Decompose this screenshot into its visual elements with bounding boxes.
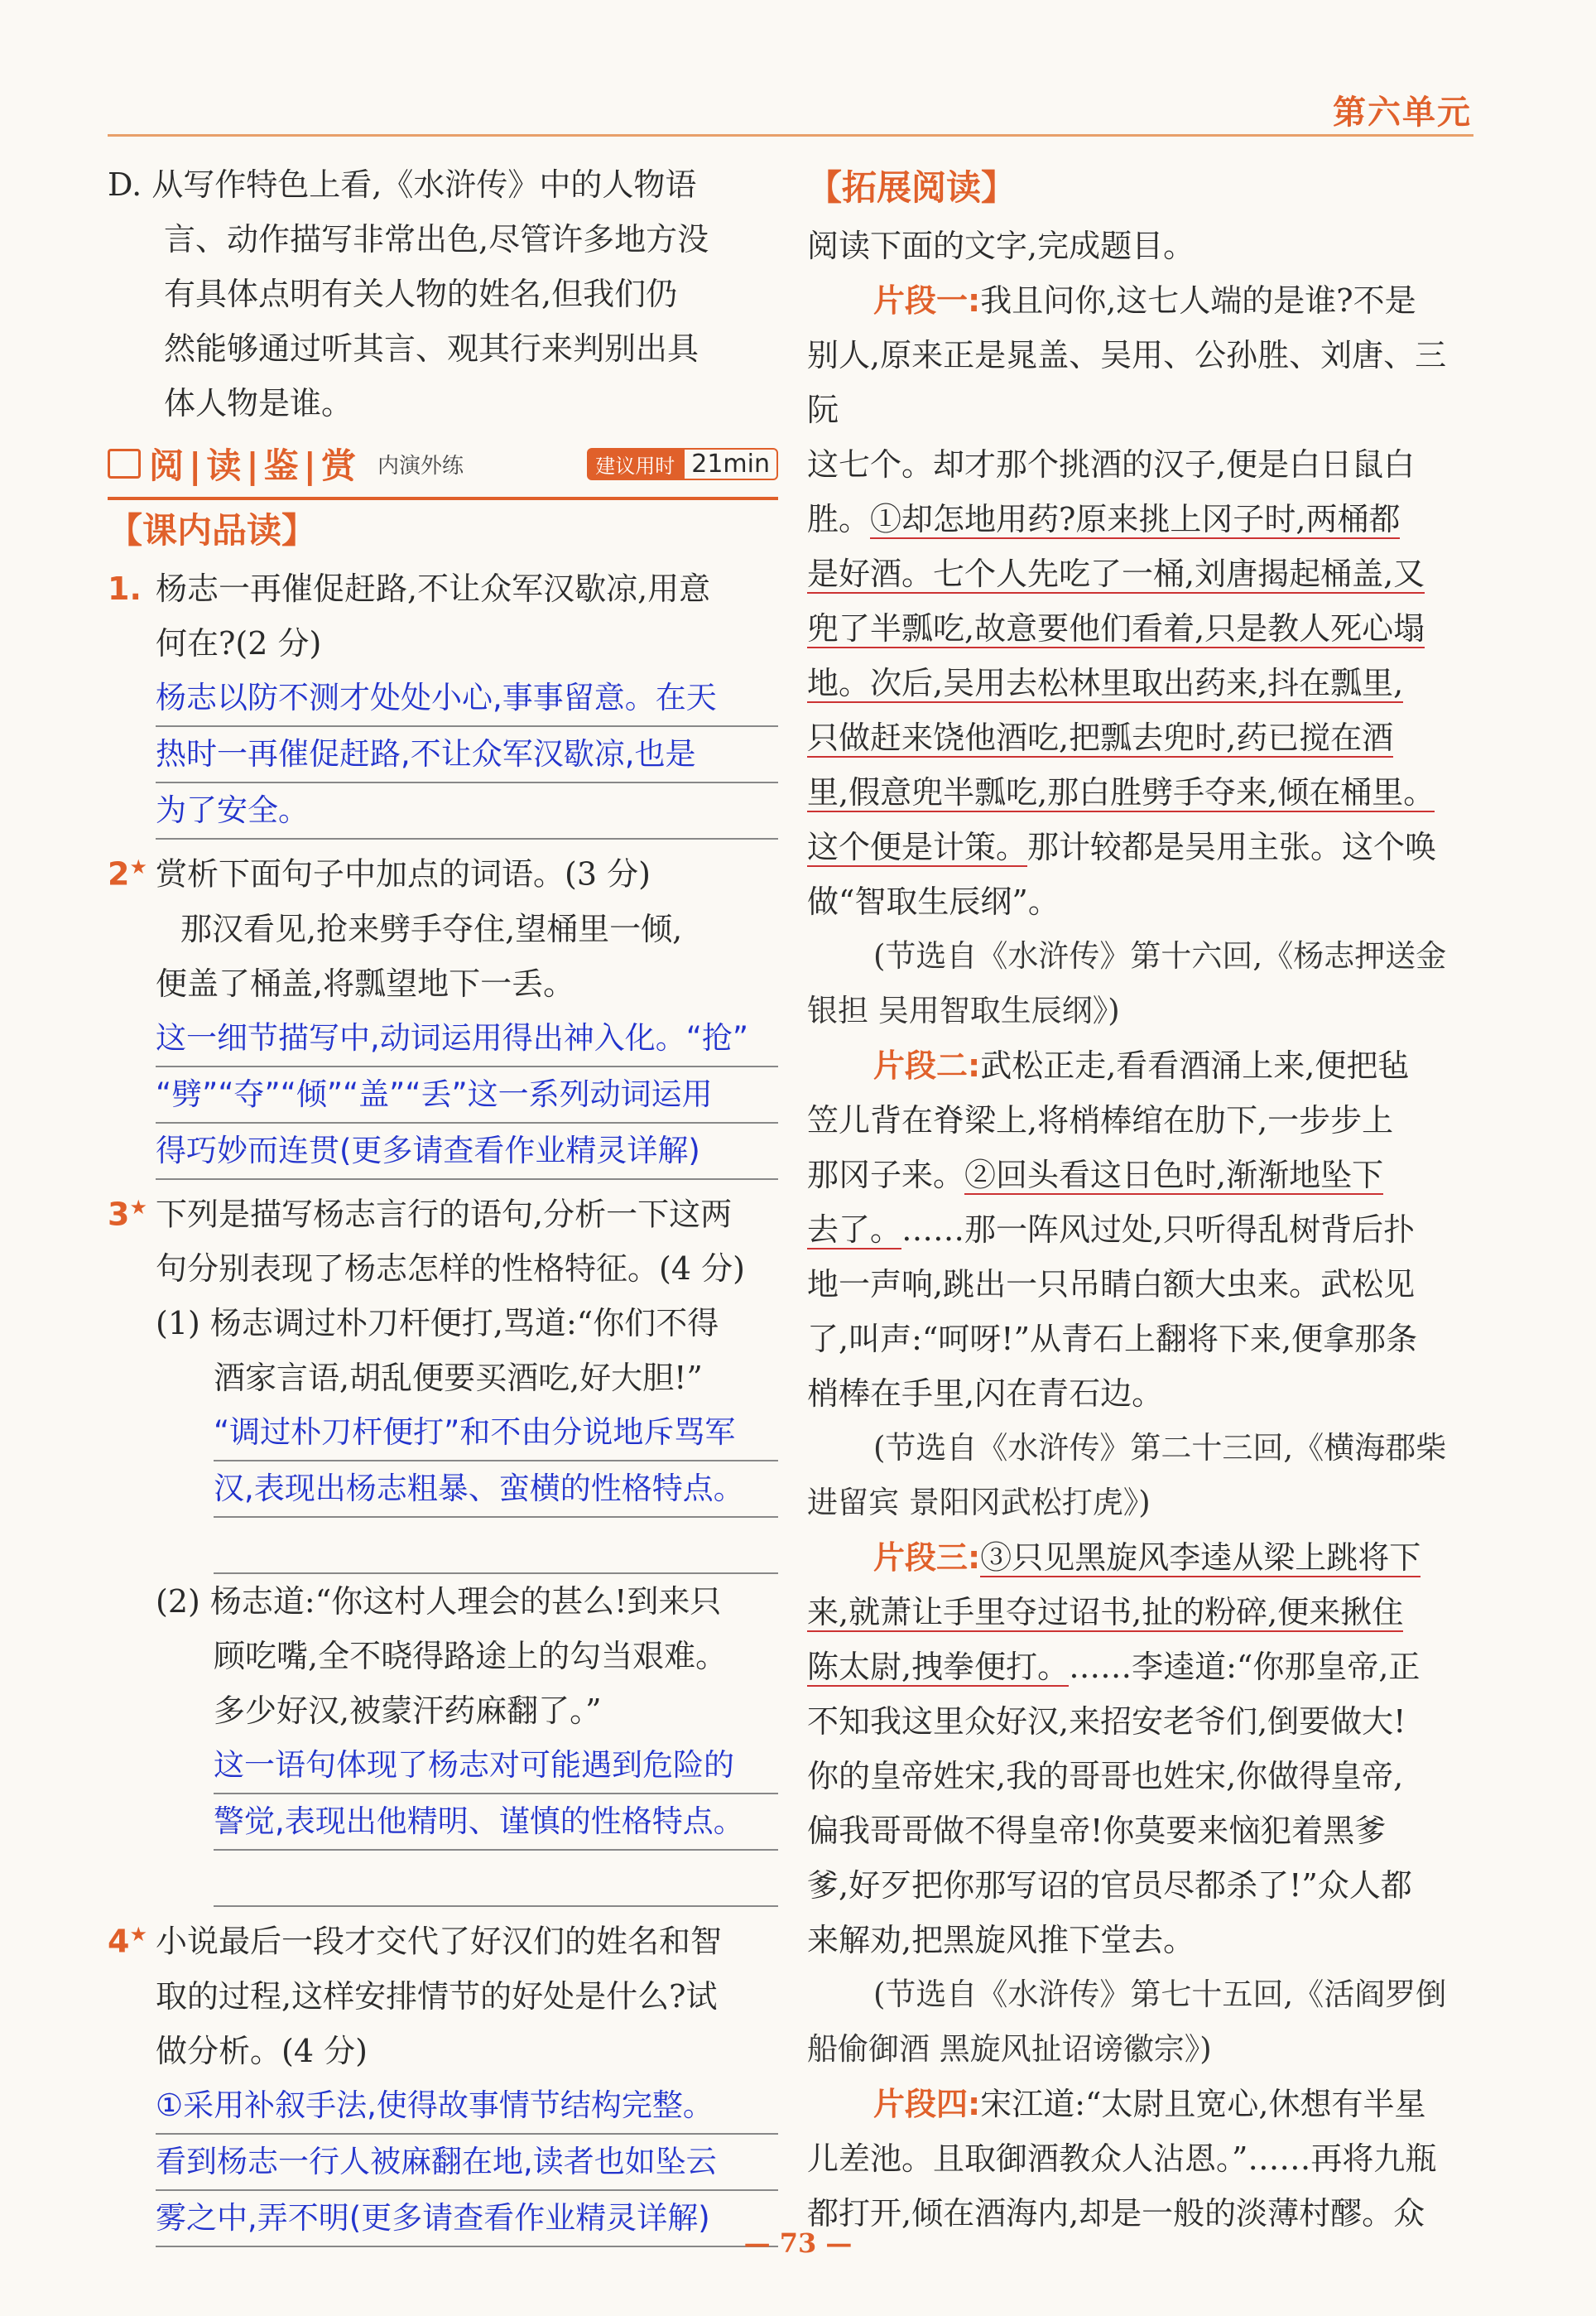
fragment-text: 别人,原来正是晁盖、吴用、公孙胜、刘唐、三阮	[807, 337, 1447, 428]
fragment-text: 地一声响,跳出一只吊睛白额大虫来。武松见	[807, 1266, 1416, 1302]
page-number: — 73 —	[743, 2227, 853, 2259]
fragment-text: 宋江道:“太尉且宽心,休想有半星	[980, 2086, 1426, 2122]
answer	[108, 671, 778, 840]
answer-blank-line	[214, 1851, 778, 1907]
fragment-label: 片段四:	[873, 2086, 981, 2122]
question-text: 何在?(2 分)	[156, 625, 322, 662]
sub-question-2: 多少好汉,被蒙汗药麻翻了。”	[214, 1692, 602, 1730]
question-number: 4	[108, 1923, 130, 1960]
answer-line: 热时一再催促赶路,不让众军汉歇凉,也是	[156, 727, 778, 783]
option-d	[108, 157, 778, 431]
intro: 阅读下面的文字,完成题目。	[807, 228, 1195, 264]
star-icon: ★	[129, 855, 147, 879]
option-d-line: D. 从写作特色上看,《水浒传》中的人物语	[108, 166, 697, 203]
question-text: 下列是描写杨志言行的语句,分析一下这两	[156, 1196, 733, 1233]
header-rule	[108, 134, 1473, 137]
option-d-line: 体人物是谁。	[164, 385, 353, 421]
answer-line: 这一语句体现了杨志对可能遇到危险的	[214, 1738, 778, 1794]
fragment-text: 来解劝,把黑旋风推下堂去。	[807, 1922, 1195, 1958]
answer-line: 汉,表现出杨志粗暴、蛮横的性格特点。	[214, 1461, 778, 1518]
star-icon: ★	[129, 1195, 147, 1219]
fragment-text: 儿差池。且取御酒教众人沾恩。”……再将九瓶	[807, 2140, 1437, 2177]
question-number: 1.	[108, 571, 142, 607]
answer-blank-line	[214, 1518, 778, 1574]
fragment-label: 片段二:	[873, 1047, 981, 1084]
answer	[108, 1011, 778, 1180]
answer	[108, 2078, 778, 2247]
sub-question-1: 酒家言语,胡乱便要买酒吃,好大胆!”	[214, 1360, 703, 1397]
option-d-line: 有具体点明有关人物的姓名,但我们仍	[164, 276, 678, 312]
underlined-sentence-1: 只做赶来饶他酒吃,把瓢去兜时,药已搅在酒	[807, 720, 1394, 756]
fragment-text: 我且问你,这七人端的是谁?不是	[980, 282, 1416, 319]
question-text: 句分别表现了杨志怎样的性格特征。(4 分)	[156, 1250, 745, 1288]
answer-line: 得巧妙而连贯(更多请查看作业精灵详解)	[156, 1124, 778, 1180]
sub-question-2: 顾吃嘴,全不晓得路途上的勾当艰难。	[214, 1638, 728, 1675]
fragment-text: ……那一阵风过处,只听得乱树背后扑	[901, 1211, 1416, 1248]
underlined-sentence-3: 来,就萧让手里夺过诏书,扯的粉碎,便来揪住	[807, 1594, 1404, 1630]
time-label: 建议用时	[587, 448, 683, 480]
answer-line: 为了安全。	[156, 783, 778, 840]
question-text: 做分析。(4 分)	[156, 2032, 368, 2069]
fragment-4	[807, 2077, 1478, 2241]
answer-line: 这一细节描写中,动词运用得出神入化。“抢”	[156, 1011, 778, 1067]
answer-line: 杨志以防不测才处处小心,事事留意。在天	[156, 671, 778, 727]
fragment-text: 笠儿背在脊梁上,将梢棒绾在肋下,一步步上	[807, 1102, 1394, 1139]
underlined-sentence-2: 去了。	[807, 1211, 902, 1248]
answer-line: 雾之中,弄不明(更多请查看作业精灵详解)	[156, 2191, 778, 2247]
answer-1	[108, 1405, 778, 1518]
fragment-text: 这七个。却才那个挑酒的汉子,便是白日鼠白	[807, 446, 1416, 483]
star-icon: ★	[129, 1923, 147, 1947]
option-d-line: 然能够通过听其言、观其行来判别出具	[164, 330, 699, 367]
fragment-label: 片段一:	[873, 282, 981, 319]
fragment-1	[807, 273, 1478, 1038]
fragment-label: 片段三:	[873, 1539, 981, 1576]
fragment-text: 偏我哥哥做不得皇帝!你莫要来恼犯着黑爹	[807, 1813, 1387, 1849]
quote-line: 那汉看见,抢来劈手夺住,望桶里一倾,	[180, 910, 683, 947]
suggested-time	[587, 448, 778, 480]
question-number: 3	[108, 1196, 130, 1233]
underlined-sentence-1: 兜了半瓢吃,故意要他们看着,只是教人死心塌	[807, 610, 1425, 647]
question-text: 取的过程,这样安排情节的好处是什么?试	[156, 1977, 718, 2015]
fragment-2	[807, 1038, 1478, 1530]
source-note: 进留宾 景阳冈武松打虎》)	[807, 1485, 1151, 1520]
question-2	[108, 840, 778, 1180]
sub-question-2: (2) 杨志道:“你这村人理会的甚么!到来只	[156, 1583, 722, 1620]
fragment-text: 胜。	[807, 501, 871, 537]
answer-line: ①采用补叙手法,使得故事情节结构完整。	[156, 2078, 778, 2135]
fragment-3	[807, 1530, 1478, 2077]
fragment-text: 你的皇帝姓宋,我的哥哥也姓宋,你做得皇帝,	[807, 1758, 1404, 1794]
right-column	[807, 157, 1478, 2241]
fragment-text: 武松正走,看看酒涌上来,便把毡	[980, 1047, 1410, 1084]
answer-line: “调过朴刀杆便打”和不由分说地斥骂军	[214, 1405, 778, 1461]
underlined-sentence-1: 是好酒。七个人先吃了一桶,刘唐揭起桶盖,又	[807, 556, 1425, 592]
question-3	[108, 1180, 778, 1908]
answer-2	[108, 1738, 778, 1851]
fragment-text: 做“智取生辰纲”。	[807, 884, 1060, 920]
question-4	[108, 1907, 778, 2247]
question-text: 赏析下面句子中加点的词语。(3 分)	[156, 855, 651, 893]
tag-extended: 【拓展阅读】	[807, 167, 1017, 208]
left-column	[108, 157, 778, 2247]
fragment-text: 梢棒在手里,闪在青石边。	[807, 1375, 1164, 1412]
sub-question-1: (1) 杨志调过朴刀杆便打,骂道:“你们不得	[156, 1305, 719, 1342]
section-title: 阅|读|鉴|赏	[149, 445, 362, 486]
option-d-line: 言、动作描写非常出色,尽管许多地方没	[164, 221, 709, 258]
underlined-sentence-2: ②回头看这日色时,渐渐地坠下	[964, 1157, 1384, 1193]
source-note: (节选自《水浒传》第七十五回,《活阎罗倒	[873, 1977, 1447, 2012]
underlined-sentence-1: 这个便是计策。	[807, 829, 1028, 865]
source-note: 船偷御酒 黑旋风扯诏谤徽宗》)	[807, 2031, 1212, 2067]
fragment-text: ……李逵道:“你那皇帝,正	[1069, 1649, 1421, 1685]
time-value: 21min	[683, 448, 778, 480]
underlined-sentence-1: 里,假意兜半瓢吃,那白胜劈手夺来,倾在桶里。	[807, 774, 1435, 811]
source-note: (节选自《水浒传》第十六回,《杨志押送金	[873, 938, 1447, 974]
fragment-text: 了,叫声:“呵呀!”从青石上翻将下来,便拿那条	[807, 1321, 1418, 1357]
fragment-text: 爹,好歹把你那写诏的官员尽都杀了!”众人都	[807, 1867, 1412, 1904]
underlined-sentence-3: 陈太尉,拽拳便打。	[807, 1649, 1070, 1685]
fragment-text: 那计较都是吴用主张。这个唤	[1027, 829, 1437, 865]
quote-line: 便盖了桶盖,将瓢望地下一丢。	[156, 965, 575, 1002]
book-icon	[108, 449, 141, 479]
source-note: 银担 吴用智取生辰纲》)	[807, 993, 1120, 1028]
answer-line: “劈”“夺”“倾”“盖”“丢”这一系列动词运用	[156, 1067, 778, 1124]
fragment-text: 那冈子来。	[807, 1157, 965, 1193]
underlined-sentence-1: 地。次后,吴用去松林里取出药来,抖在瓢里,	[807, 665, 1404, 701]
underlined-sentence-1: ①却怎地用药?原来挑上冈子时,两桶都	[870, 501, 1401, 537]
tag-in-class: 【课内品读】	[108, 510, 317, 551]
fragment-text: 不知我这里众好汉,来招安老爷们,倒要做大!	[807, 1703, 1406, 1740]
question-1	[108, 561, 778, 840]
section-header	[108, 431, 778, 500]
question-number: 2	[108, 855, 130, 893]
fragment-text: 都打开,倾在酒海内,却是一般的淡薄村醪。众	[807, 2195, 1425, 2232]
underlined-sentence-3: ③只见黑旋风李逵从梁上跳将下	[980, 1539, 1421, 1576]
source-note: (节选自《水浒传》第二十三回,《横海郡柴	[873, 1430, 1447, 1466]
answer-line: 警觉,表现出他精明、谨慎的性格特点。	[214, 1794, 778, 1851]
question-text: 小说最后一段才交代了好汉们的姓名和智	[156, 1923, 723, 1960]
question-text: 杨志一再催促赶路,不让众军汉歇凉,用意	[156, 571, 711, 607]
section-subtitle: 内演外练	[377, 453, 464, 479]
unit-title: 第六单元	[1333, 94, 1472, 132]
answer-line: 看到杨志一行人被麻翻在地,读者也如坠云	[156, 2135, 778, 2191]
